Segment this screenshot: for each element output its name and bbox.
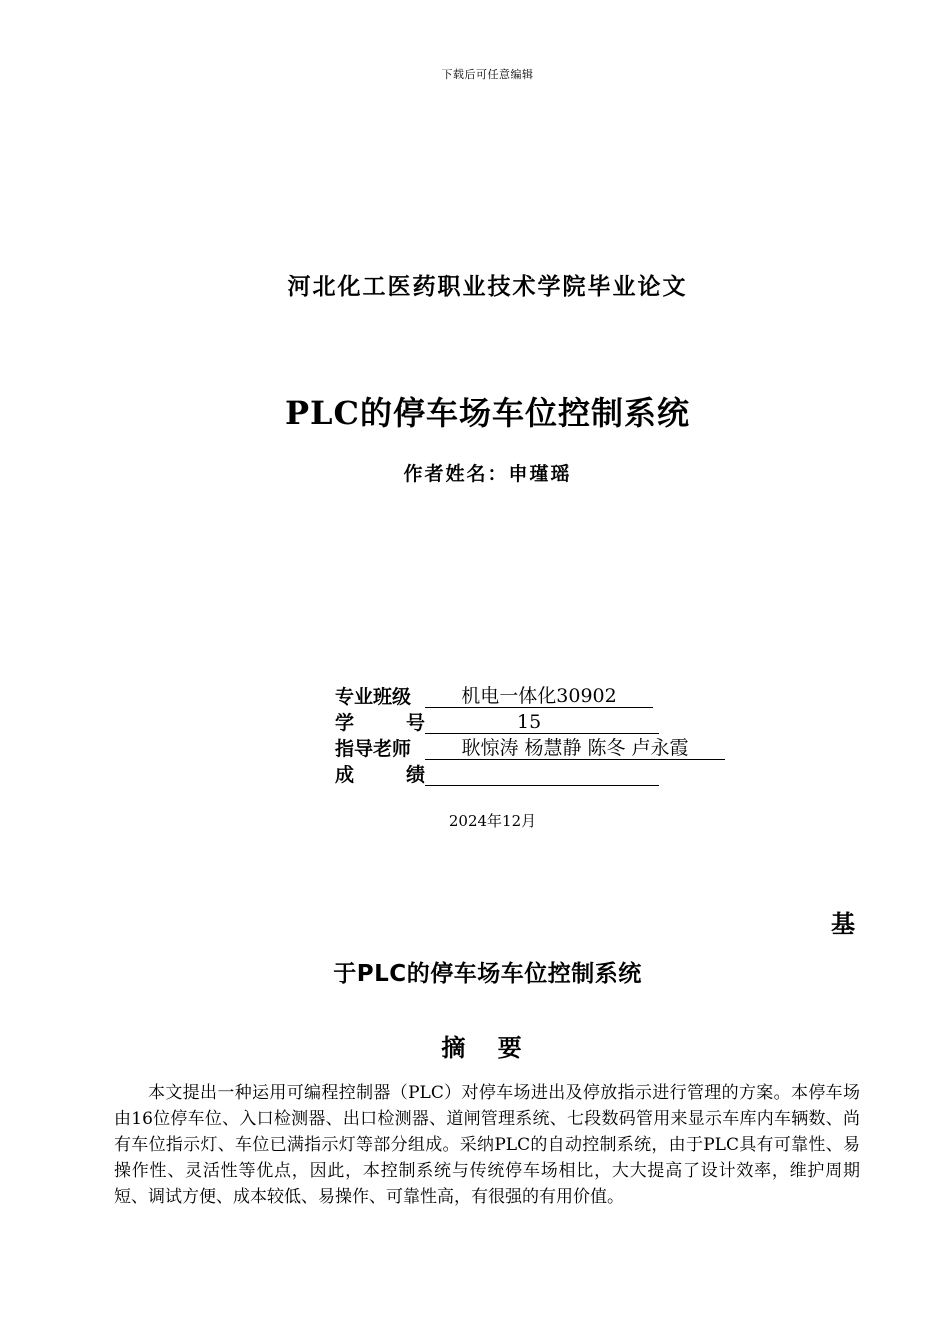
grade-label: 成绩 — [335, 764, 425, 786]
abstract-title: 摘 要 — [441, 1034, 534, 1062]
subtitle: 于PLC的停车场车位控制系统 — [333, 961, 642, 987]
info-row-id — [335, 710, 659, 736]
major-value: 机电一体化30902 — [425, 685, 653, 708]
advisor-value: 耿惊涛 杨慧静 陈冬 卢永霞 — [425, 737, 725, 760]
date: 2024年12月 — [448, 812, 537, 830]
info-row-grade — [335, 762, 659, 788]
info-row-advisor — [335, 736, 725, 762]
header-note: 下载后可任意编辑 — [441, 68, 534, 81]
id-value: 15 — [425, 711, 659, 734]
school-title: 河北化工医药职业技术学院毕业论文 — [287, 274, 688, 300]
id-label: 学号 — [335, 712, 425, 734]
major-label: 专业班级 — [335, 686, 412, 708]
thesis-title: PLC的停车场车位控制系统 — [284, 394, 691, 432]
author-name: 作者姓名：申瑾瑶 — [403, 463, 572, 485]
advisor-label: 指导老师 — [335, 738, 412, 760]
subtitle-first-char: 基 — [831, 910, 855, 938]
abstract-body: 本文提出一种运用可编程控制器（PLC）对停车场进出及停放指示进行管理的方案。本停车场由16位停车位、入口检测器、出口检测器、道闸管理系统、七段数码管用来显示车库内车辆数、尚有车位指示灯、车位已满指示灯等部分组成。采纳PLC的自动控制系统，由于PLC具有可靠性、易操作性、灵活性等优点，因此，本控制系统与传统停车场相比，大大提高了设计效率，维护周期短、调试方便、成本较低、易操作、可靠性高，有很强的有用价值。 — [114, 1083, 860, 1207]
info-row-major — [335, 684, 653, 710]
grade-value — [425, 763, 659, 786]
